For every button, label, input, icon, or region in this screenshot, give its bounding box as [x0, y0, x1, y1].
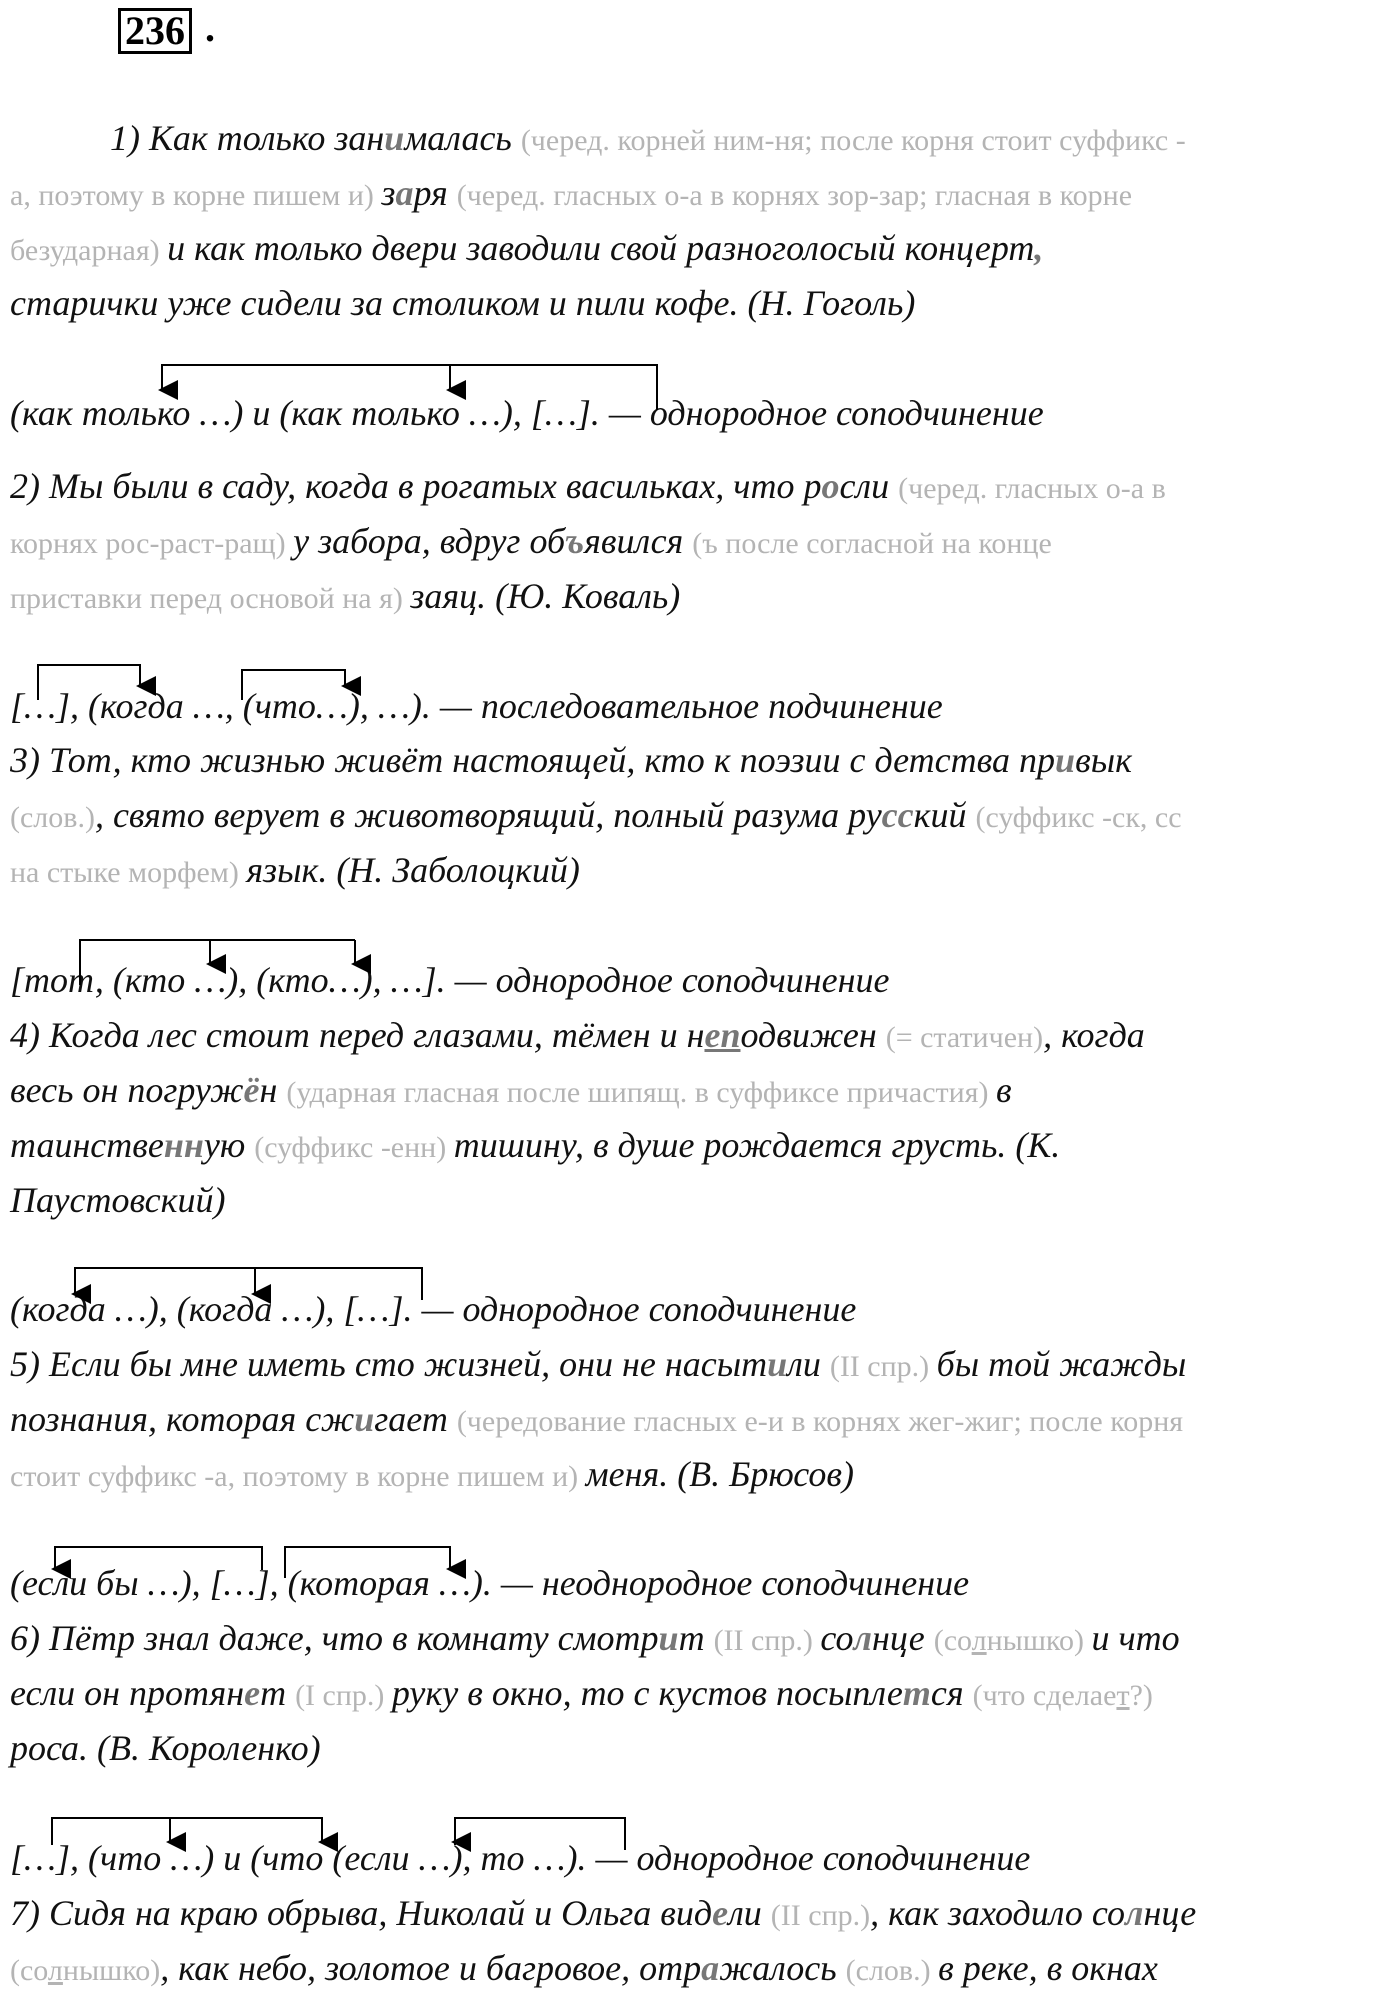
s1-line-4: старички уже сидели за столиком и пили кофе. (Н. Гоголь) — [10, 283, 916, 323]
s7-line-2: (солнышко), как небо, золотое и багровое, отражалось (слов.) в реке, в окнах — [10, 1948, 1158, 1988]
s5-line-1: 5) Если бы мне иметь сто жизней, они не насытили (II спр.) бы той жажды — [10, 1344, 1187, 1384]
s2-line-2: корнях рос-раст-ращ) у забора, вдруг объявился (ъ после согласной на конце — [10, 521, 1052, 561]
s2-line-1: 2) Мы были в саду, когда в рогатых васильках, что росли (черед. гласных о-а в — [10, 466, 1166, 506]
s5-line-2: познания, которая сжигает (чередование гласных е-и в корнях жег-жиг; после корня — [10, 1399, 1184, 1439]
s1-scheme: (как только …) и (как только …), […]. — однородное соподчинение — [10, 393, 1044, 433]
exercise-number: 236 — [118, 8, 192, 54]
exercise-number-dot: . — [205, 5, 215, 50]
s3-line-1: 3) Тот, кто жизнью живёт настоящей, кто к поэзии с детства привык — [10, 740, 1132, 780]
s3-line-2: (слов.), свято верует в животворящий, полный разума русский (суффикс -ск, сс — [10, 795, 1182, 835]
s1-line-2: а, поэтому в корне пишем и) заря (черед. гласных о-а в корнях зор-зар; гласная в корне — [10, 173, 1133, 213]
s5-line-3: стоит суффикс -а, поэтому в корне пишем и) меня. (В. Брюсов) — [10, 1454, 855, 1494]
s6-scheme: […], (что …) и (что (если …), то …). — однородное соподчинение — [10, 1838, 1031, 1878]
s4-line-3: таинственную (суффикс -енн) тишину, в душе рождается грусть. (К. — [10, 1125, 1061, 1165]
s4-line-4: Паустовский) — [10, 1180, 226, 1220]
s6-line-1: 6) Пётр знал даже, что в комнату смотрит (II спр.) солнце (солнышко) и что — [10, 1618, 1180, 1658]
s5-scheme: (если бы …), […], (которая …). — неоднородное соподчинение — [10, 1563, 970, 1603]
s1-line-1: 1) Как только занималась (черед. корней ним-ня; после корня стоит суффикс - — [110, 118, 1186, 158]
s4-line-1: 4) Когда лес стоит перед глазами, тёмен и неподвижен (= статичен), когда — [10, 1015, 1145, 1055]
s6-line-3: роса. (В. Короленко) — [10, 1728, 321, 1768]
s4-line-2: весь он погружён (ударная гласная после шипящ. в суффиксе причастия) в — [10, 1070, 1012, 1110]
s4-scheme: (когда …), (когда …), […]. — однородное соподчинение — [10, 1289, 857, 1329]
s2-scheme: […], (когда …, (что…), …). — последовательное подчинение — [10, 686, 943, 726]
s6-line-2: если он протянет (I спр.) руку в окно, то с кустов посыплется (что сделает?) — [10, 1673, 1153, 1713]
s3-line-3: на стыке морфем) язык. (Н. Заболоцкий) — [10, 850, 580, 890]
s1-line-3: безударная) и как только двери заводили свой разноголосый концерт, — [10, 228, 1044, 268]
s7-line-1: 7) Сидя на краю обрыва, Николай и Ольга видели (II спр.), как заходило солнце — [10, 1893, 1197, 1933]
s3-scheme: [тот, (кто …), (кто…), …]. — однородное соподчинение — [10, 960, 890, 1000]
s2-line-3: приставки перед основой на я) заяц. (Ю. Коваль) — [10, 576, 681, 616]
